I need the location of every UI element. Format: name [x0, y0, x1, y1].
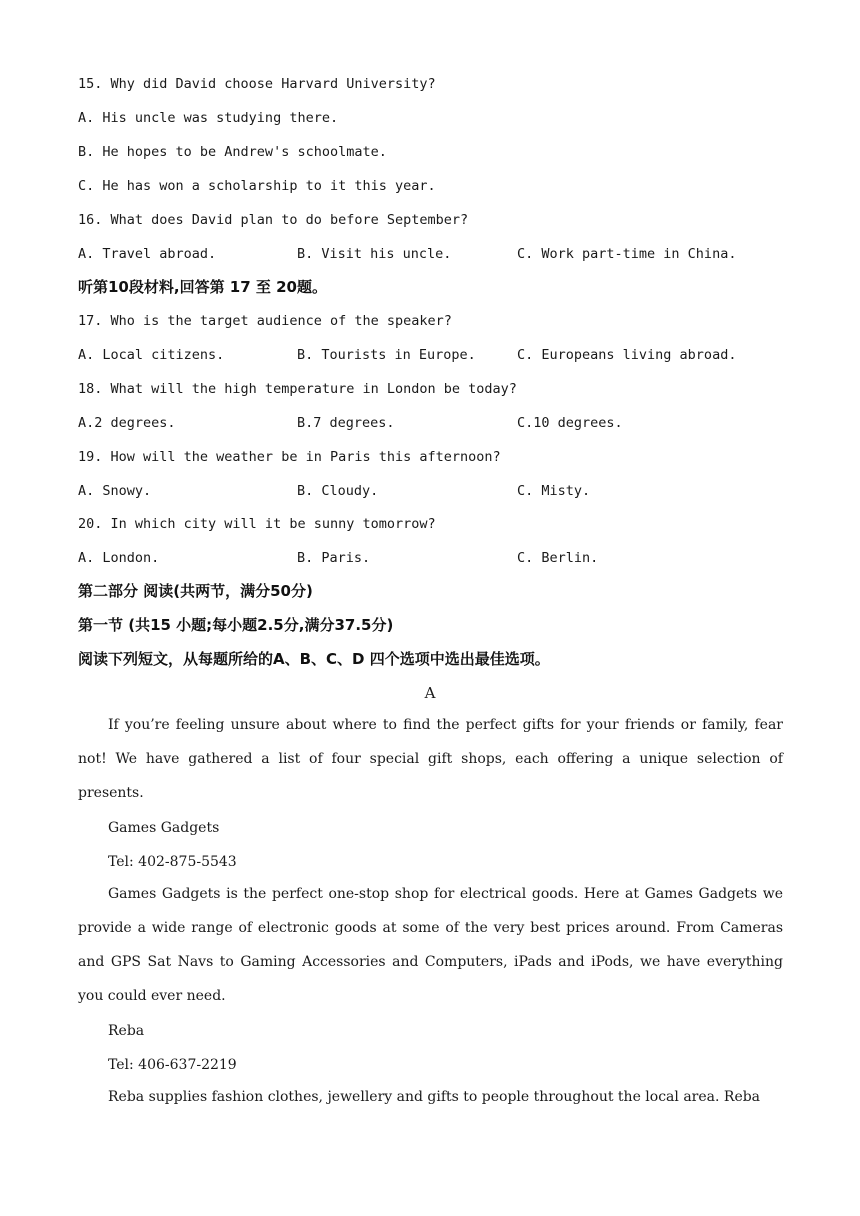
- reading-instruction: 阅读下列短文，从每题所给的A、B、C、D 四个选项中选出最佳选项。: [78, 650, 550, 668]
- passage-label: A: [424, 684, 436, 702]
- question-15-option-c: C. He has won a scholarship to it this year.: [78, 178, 436, 194]
- question-19-stem: 19. How will the weather be in Paris this afternoon?: [78, 449, 501, 465]
- question-17-stem: 17. Who is the target audience of the speaker?: [78, 313, 452, 329]
- question-15-option-b: B. He hopes to be Andrew's schoolmate.: [78, 144, 387, 160]
- question-18-option-b: B.7 degrees.: [297, 415, 395, 431]
- question-16-option-a: A. Travel abroad.: [78, 246, 217, 262]
- question-20-option-b: B. Paris.: [297, 550, 371, 566]
- question-17-option-b: B. Tourists in Europe.: [297, 347, 476, 363]
- shop-1-description-text: Games Gadgets is the perfect one-stop shop for electrical goods. Here at Games Gadgets we provide a wide range of electronic goods at some of the very best prices around. From Cameras and GPS Sat Navs to Gaming Accessories and Computers, iPads and iPods, we have everything you could ever need.: [78, 886, 783, 1004]
- shop-2-description-text: Reba supplies fashion clothes, jewellery and gifts to people throughout the local area. Reba: [108, 1089, 761, 1105]
- intro-paragraph: [78, 708, 783, 810]
- shop-1-name: Games Gadgets: [108, 820, 220, 836]
- question-20-option-c: C. Berlin.: [517, 550, 599, 566]
- shop-2-description: [78, 1080, 783, 1114]
- question-15-option-a: A. His uncle was studying there.: [78, 110, 339, 126]
- intro-text: If you’re feeling unsure about where to find the perfect gifts for your friends or family, fear not! We have gathered a list of four special gift shops, each offering a unique selection of presents.: [78, 717, 783, 801]
- part-2-heading: 第二部分 阅读(共两节，满分50分): [78, 582, 313, 600]
- question-20-stem: 20. In which city will it be sunny tomorrow?: [78, 516, 436, 532]
- question-17-option-a: A. Local citizens.: [78, 347, 225, 363]
- shop-2-name: Reba: [108, 1023, 145, 1039]
- question-18-option-c: C.10 degrees.: [517, 415, 623, 431]
- shop-1-description: [78, 877, 783, 1013]
- question-16-stem: 16. What does David plan to do before September?: [78, 212, 469, 228]
- question-16-option-c: C. Work part-time in China.: [517, 246, 737, 262]
- question-19-option-b: B. Cloudy.: [297, 483, 379, 499]
- question-18-option-a: A.2 degrees.: [78, 415, 176, 431]
- question-16-option-b: B. Visit his uncle.: [297, 246, 452, 262]
- question-19-option-a: A. Snowy.: [78, 483, 152, 499]
- question-17-option-c: C. Europeans living abroad.: [517, 347, 737, 363]
- shop-1-tel: Tel: 402-875-5543: [108, 854, 237, 870]
- section-10-heading: 听第10段材料,回答第 17 至 20题。: [78, 278, 327, 296]
- question-20-option-a: A. London.: [78, 550, 160, 566]
- question-18-stem: 18. What will the high temperature in London be today?: [78, 381, 517, 397]
- section-1-heading: 第一节 (共15 小题;每小题2.5分,满分37.5分): [78, 616, 394, 634]
- question-19-option-c: C. Misty.: [517, 483, 591, 499]
- question-15-stem: 15. Why did David choose Harvard University?: [78, 76, 436, 92]
- shop-2-tel: Tel: 406-637-2219: [108, 1057, 237, 1073]
